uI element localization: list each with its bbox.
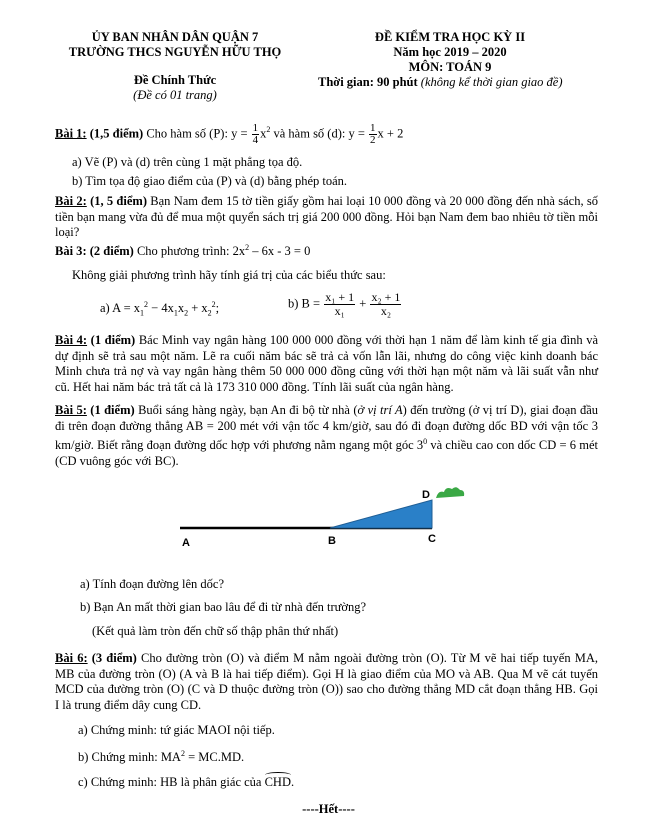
bai3-points: : (2 điểm) <box>82 244 134 259</box>
time-note: (không kể thời gian giao đề) <box>420 75 563 89</box>
b-d1: x₁ <box>334 304 345 318</box>
tree-icon <box>436 487 464 498</box>
header-school-year: Năm học 2019 – 2020 <box>393 45 507 59</box>
bai6-text: Cho đường tròn (O) và điểm M nằm ngoài đường tròn (O). Từ M vẽ hai tiếp tuyến MA, MB của đường tròn (O) (A và B là hai tiếp điểm). Gọi H là giao điểm của MO và AB. Qua M vẽ cát tuyến MCD của đường tròn (O) (C và D thuộc đường tròn (O)) sao cho đường thẳng MD cắt đoạn thẳng HB. Gọi I là trung điểm dây cung CD. <box>55 651 598 712</box>
bai3-part-a <box>100 300 219 318</box>
b-n1: x₁ + 1 <box>325 290 355 304</box>
label-a: A <box>182 537 190 548</box>
header-official: Đề Chính Thức <box>133 73 217 87</box>
bai6-c-pre: c) Chứng minh: HB là phân giác của <box>78 775 265 789</box>
b-frac1 <box>324 291 355 318</box>
bai6-points: (3 điểm) <box>91 651 137 665</box>
header-school: TRƯỜNG THCS NGUYỄN HỮU THỌ <box>68 45 282 59</box>
p-rhs: x <box>260 126 267 141</box>
bai5-points: (1 điểm) <box>90 403 135 417</box>
bai6-b-post: = MC.MD. <box>184 750 245 765</box>
d-den: 2 <box>370 134 376 146</box>
bai4 <box>55 333 598 395</box>
label-b: B <box>328 535 336 547</box>
bai3-a-label: a) A = <box>100 301 131 316</box>
bai4-points: (1 điểm) <box>90 333 136 347</box>
bai1-title: Bài 1: <box>55 126 87 141</box>
bai2-text: Bạn Nam đem 15 tờ tiền giấy gồm hai loại 10 000 đồng và 20 000 đồng đến nhà sách, số tiền bạn mang vừa đủ để mua một quyển sách trị giá 200 000 đồng. Hỏi bạn Nam đem bao nhiêu tờ tiền mỗi loại? <box>55 194 598 239</box>
bai3-equation-tail: – 6x - 3 = 0 <box>249 244 311 259</box>
bai1-conj: và hàm số (d): <box>273 126 346 141</box>
header-page-count: (Đề có 01 trang) <box>133 88 217 102</box>
bai3-stem <box>55 243 310 259</box>
bai6-c-angle: CHD <box>264 775 291 789</box>
bai6-b-sup: 2 <box>180 749 185 758</box>
bai6 <box>55 651 598 713</box>
bai5-t2: ) đến trường (ở vị trí D), giai đoạn đầu đi trên đoạn đường thẳng AB = 200 mét với vận tốc 4 km/giờ, sau đó đi đoạn đường dốc BD với vận tốc 3 km/giờ. Biết rằng đoạn đường dốc hợp với phương nằm ngang một góc 3 <box>55 403 599 453</box>
label-c: C <box>428 533 436 545</box>
bai5-title: Bài 5: <box>55 403 87 417</box>
bai5-degree: 0 <box>423 437 428 446</box>
bai3-title: Bài 3 <box>55 244 83 259</box>
bai6-c-post: . <box>291 775 295 789</box>
b-frac2 <box>370 291 401 318</box>
bai5-t1-italic: ở vị trí A <box>357 403 403 417</box>
bai4-title: Bài 4: <box>55 333 88 347</box>
bai6-part-c <box>78 775 294 790</box>
d-lhs: y = <box>348 126 365 141</box>
bai3-exp: 2 <box>245 243 250 252</box>
bai1-stem <box>55 123 403 146</box>
bai5-note: (Kết quả làm tròn đến chữ số thập phân thứ nhất) <box>92 624 339 638</box>
bai3-b-label: b) B = <box>288 296 321 311</box>
bai2 <box>55 194 598 241</box>
bai5-question-b: b) Bạn An mất thời gian bao lâu để đi từ nhà đến trường? <box>80 600 367 614</box>
bai3-part-b: b) B = $\frac{\text{x₁ + 1}}{\text{x₁}}$ + $\frac{\text{x₂ + 1}}{\text{x₂}}$ <box>288 290 401 318</box>
bai1-part-b: b) Tìm tọa độ giao điểm của (P) và (d) bằng phép toán. <box>72 174 348 188</box>
bai3-equation: Cho phương trình: 2x <box>136 244 246 259</box>
bai1-intro: Cho hàm số (P): <box>146 126 228 141</box>
bai3-instruction: Không giải phương trình hãy tính giá trị của các biểu thức sau: <box>72 268 386 282</box>
header-department: ỦY BAN NHÂN DÂN QUẬN 7 <box>91 30 259 44</box>
bai1-part-a: a) Vẽ (P) và (d) trên cùng 1 mặt phẳng tọa độ. <box>72 155 303 169</box>
header-subject: MÔN: TOÁN 9 <box>408 60 492 74</box>
bai2-points: (1, 5 điểm) <box>90 194 147 208</box>
bai6-part-a: a) Chứng minh: tứ giác MAOI nội tiếp. <box>78 723 275 737</box>
time-label: Thời gian: 90 phút <box>318 75 418 89</box>
d-rhs: x + 2 <box>377 126 404 141</box>
footer-end: ----Hết---- <box>302 802 355 816</box>
p-den: 4 <box>252 134 259 146</box>
p-fraction <box>252 123 260 146</box>
bai5-t1: Buổi sáng hàng ngày, bạn An đi bộ từ nhà ( <box>138 403 358 417</box>
d-fraction <box>369 123 377 146</box>
b-d2: x₂ <box>380 304 392 318</box>
slope-triangle <box>330 500 432 528</box>
bai5-t3: và chiều cao con dốc CD = 6 mét (CD vuông góc với BC). <box>55 438 599 468</box>
slope-diagram <box>170 478 480 548</box>
p-lhs: y = <box>231 126 248 141</box>
d-num: 1 <box>370 122 376 134</box>
header-exam-title: ĐỀ KIỂM TRA HỌC KỲ II <box>374 30 526 44</box>
bai3-a-expr: $x_1^2 - 4x_1x_2 + x_2^2$; <box>133 300 220 318</box>
bai6-part-b <box>78 749 244 765</box>
p-exp: 2 <box>266 125 271 135</box>
p-num: 1 <box>252 122 259 134</box>
bai1-points: (1,5 điểm) <box>89 126 144 141</box>
bai5-question-a: a) Tính đoạn đường lên dốc? <box>80 577 225 591</box>
label-d: D <box>422 489 430 501</box>
header-time <box>318 75 563 90</box>
bai6-title: Bài 6: <box>55 651 88 665</box>
b-n2: x₂ + 1 <box>371 290 401 304</box>
bai6-b-pre: b) Chứng minh: MA <box>78 750 181 765</box>
bai4-text: Bác Minh vay ngân hàng 100 000 000 đồng với thời hạn 1 năm để làm kinh tế gia đình và dự định sẽ trả sau một năm. Lẽ ra cuối năm bác sẽ trả cả vốn lẫn lãi, nhưng do công việc kinh doanh bác Minh chưa trả nợ và vay ngân hàng thêm 50 000 000 đồng cũng với thời hạn một năm và lãi suất vẫn như cũ. Hết hai năm bác trả tất cả là 173 310 000 đồng. Tính lãi suất của ngân hàng. <box>55 333 599 394</box>
bai2-title: Bài 2: <box>55 194 87 208</box>
bai5 <box>55 403 598 469</box>
